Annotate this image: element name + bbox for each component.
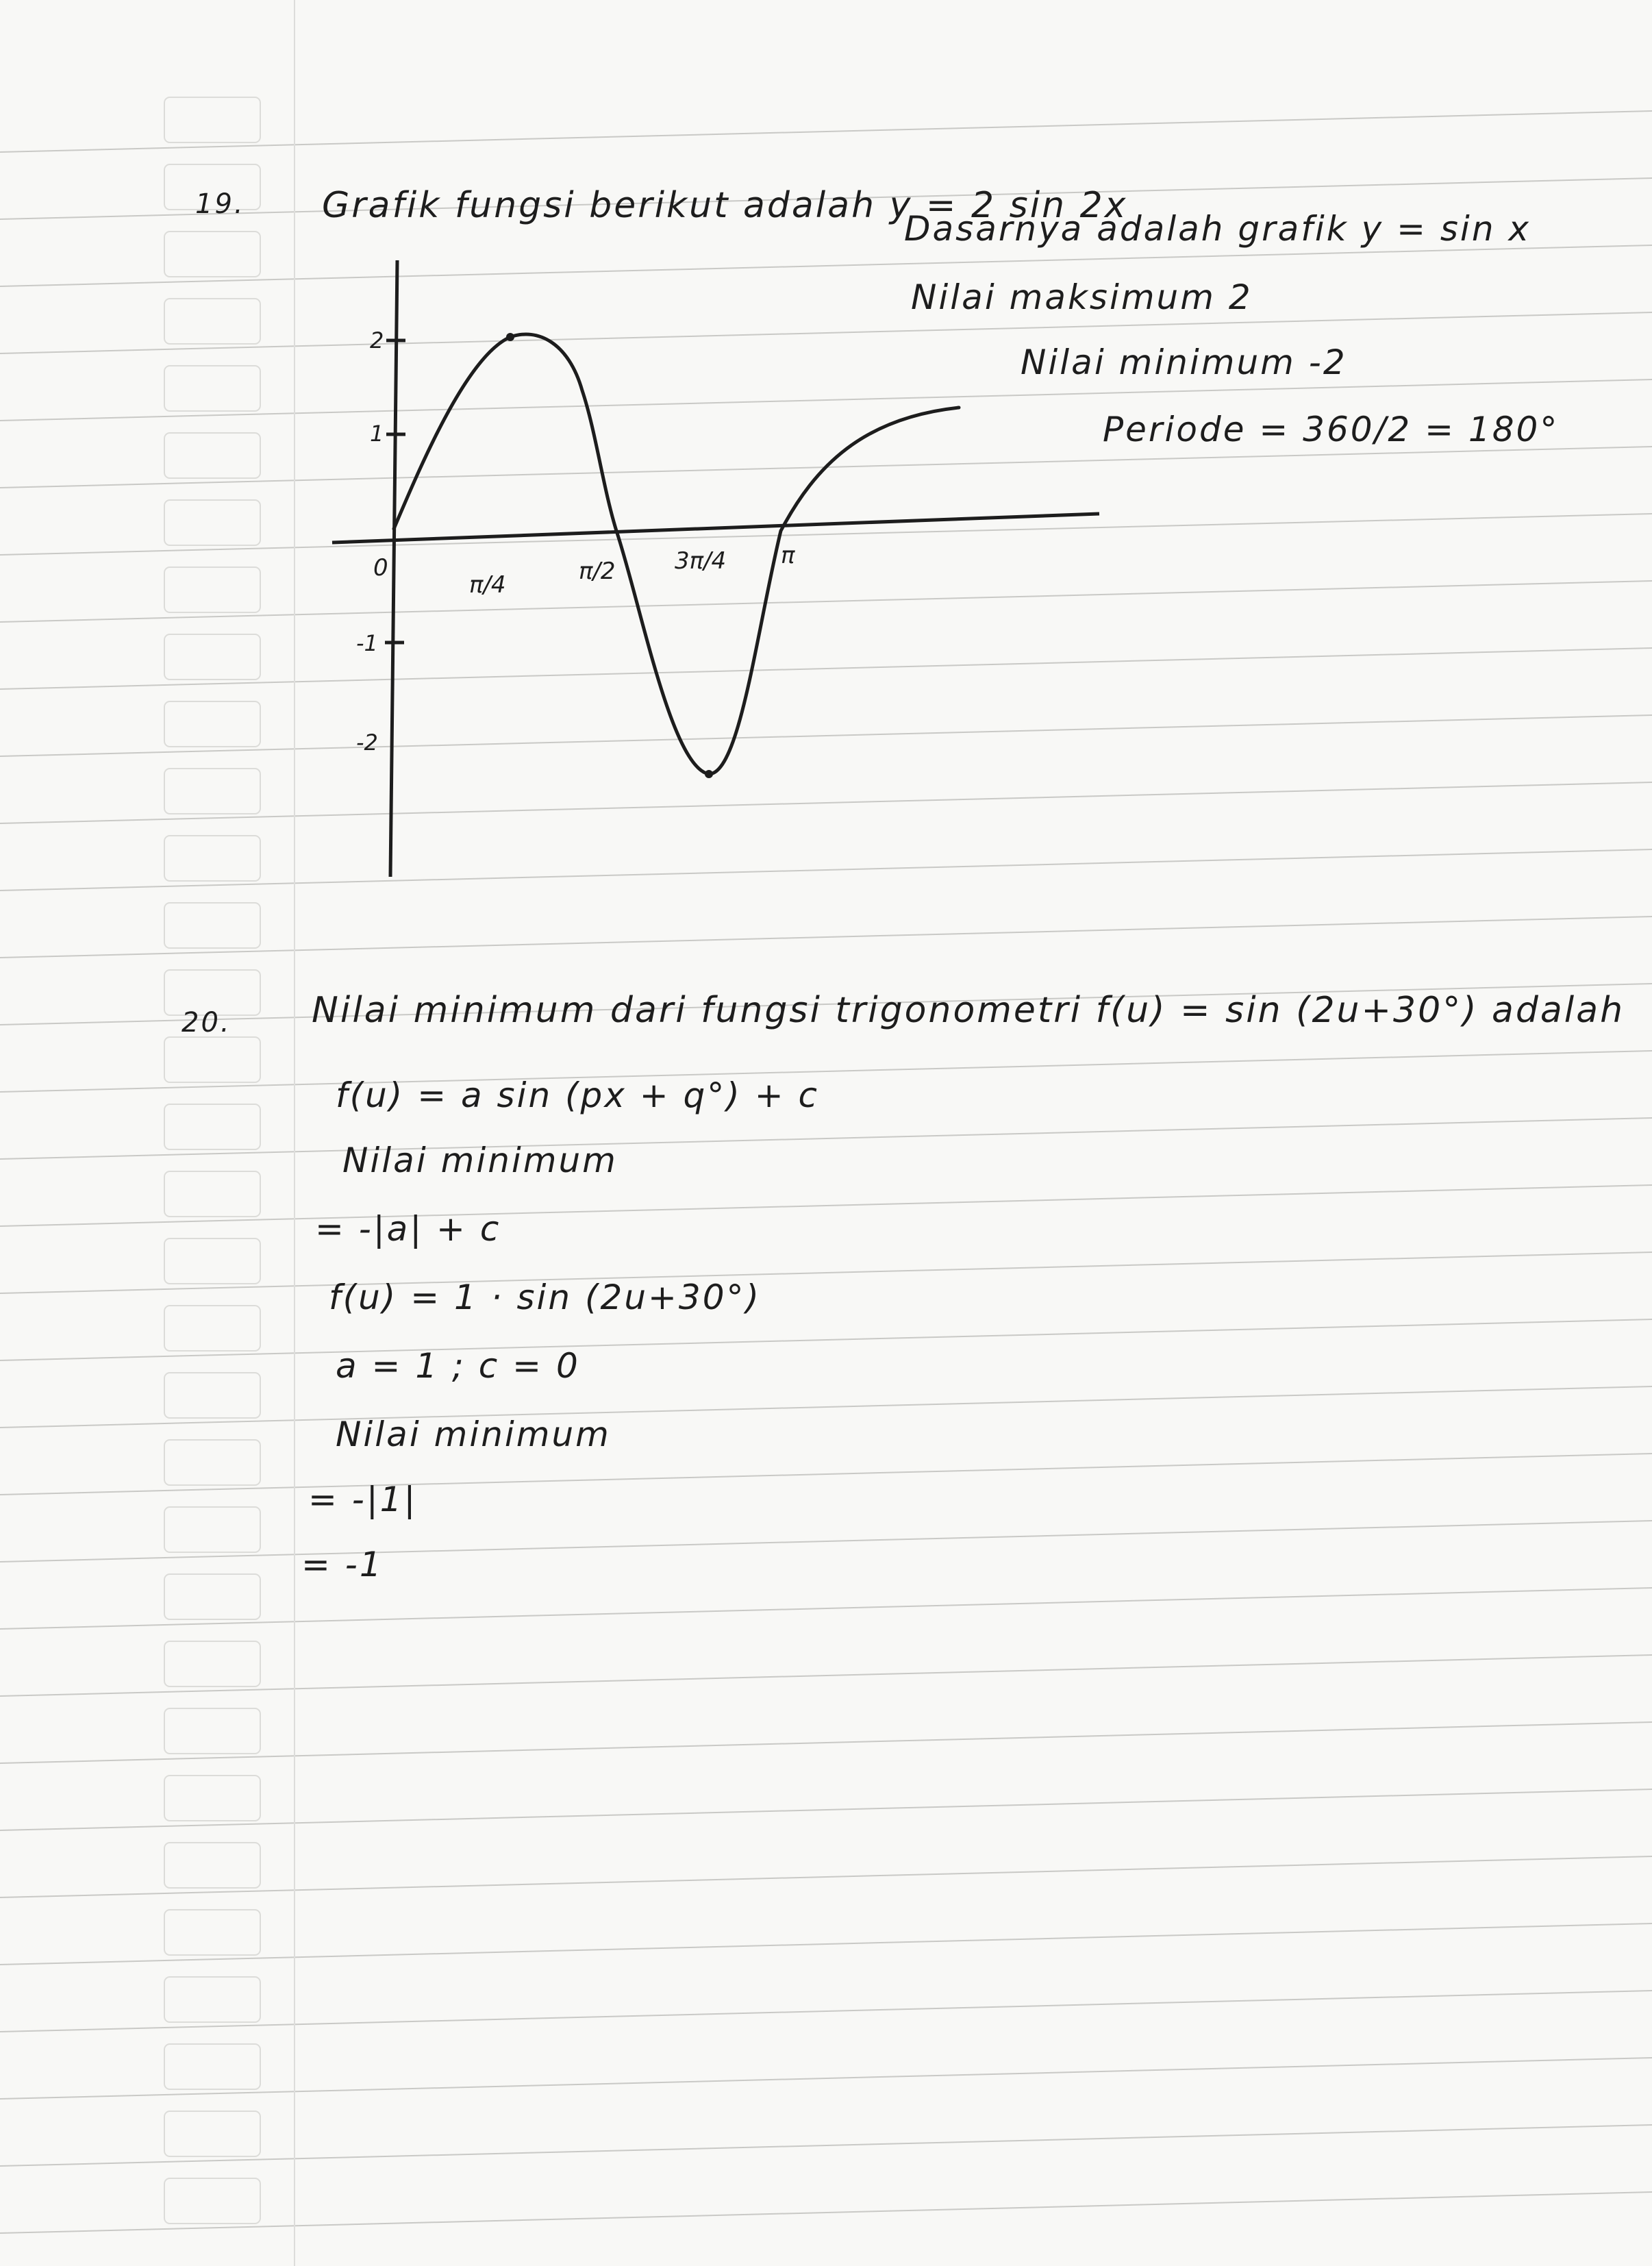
q20-title: Nilai minimum dari fungsi trigonometri f(u) = sin (2u+30°) adalah: [312, 990, 1625, 1031]
y-tick-neg2: -2: [356, 730, 378, 756]
y-tick-neg1: -1: [356, 630, 378, 656]
x-axis: [332, 514, 1099, 543]
q20-line-min-formula: = -|a| + c: [315, 1209, 501, 1249]
q19-title: Grafik fungsi berikut adalah y = 2 sin 2x: [322, 185, 1128, 226]
q19-number: 19.: [195, 188, 245, 220]
y-axis: [390, 260, 397, 877]
q20-line-abs-value: = -|1|: [308, 1480, 418, 1519]
x-tick-pi-2: π/2: [579, 558, 616, 585]
q20-line-coefficients: a = 1 ; c = 0: [336, 1346, 580, 1386]
q20-line-min-label: Nilai minimum: [342, 1141, 618, 1180]
q20-line-general-form: f(u) = a sin (px + q°) + c: [336, 1075, 819, 1115]
q19-note-base-graph: Dasarnya adalah grafik y = sin x: [904, 209, 1531, 249]
q19-note-period: Periode = 360/2 = 180°: [1103, 410, 1560, 449]
x-tick-0: 0: [373, 554, 388, 582]
sine-graph: [301, 247, 1123, 897]
q19-note-minimum: Nilai minimum -2: [1021, 343, 1347, 382]
q20-line-min-label-2: Nilai minimum: [336, 1415, 611, 1454]
y-tick-2: 2: [370, 327, 384, 353]
min-point: [705, 770, 713, 778]
y-tick-1: 1: [370, 421, 384, 447]
q20-line-answer: = -1: [301, 1545, 384, 1584]
max-point: [506, 333, 514, 341]
q19-note-maximum: Nilai maksimum 2: [911, 277, 1253, 317]
x-tick-pi-4: π/4: [469, 571, 506, 599]
q20-line-function: f(u) = 1 · sin (2u+30°): [329, 1278, 762, 1317]
x-tick-3pi-4: 3π/4: [675, 547, 727, 575]
x-tick-pi: π: [781, 542, 795, 569]
q20-number: 20.: [182, 1007, 231, 1038]
